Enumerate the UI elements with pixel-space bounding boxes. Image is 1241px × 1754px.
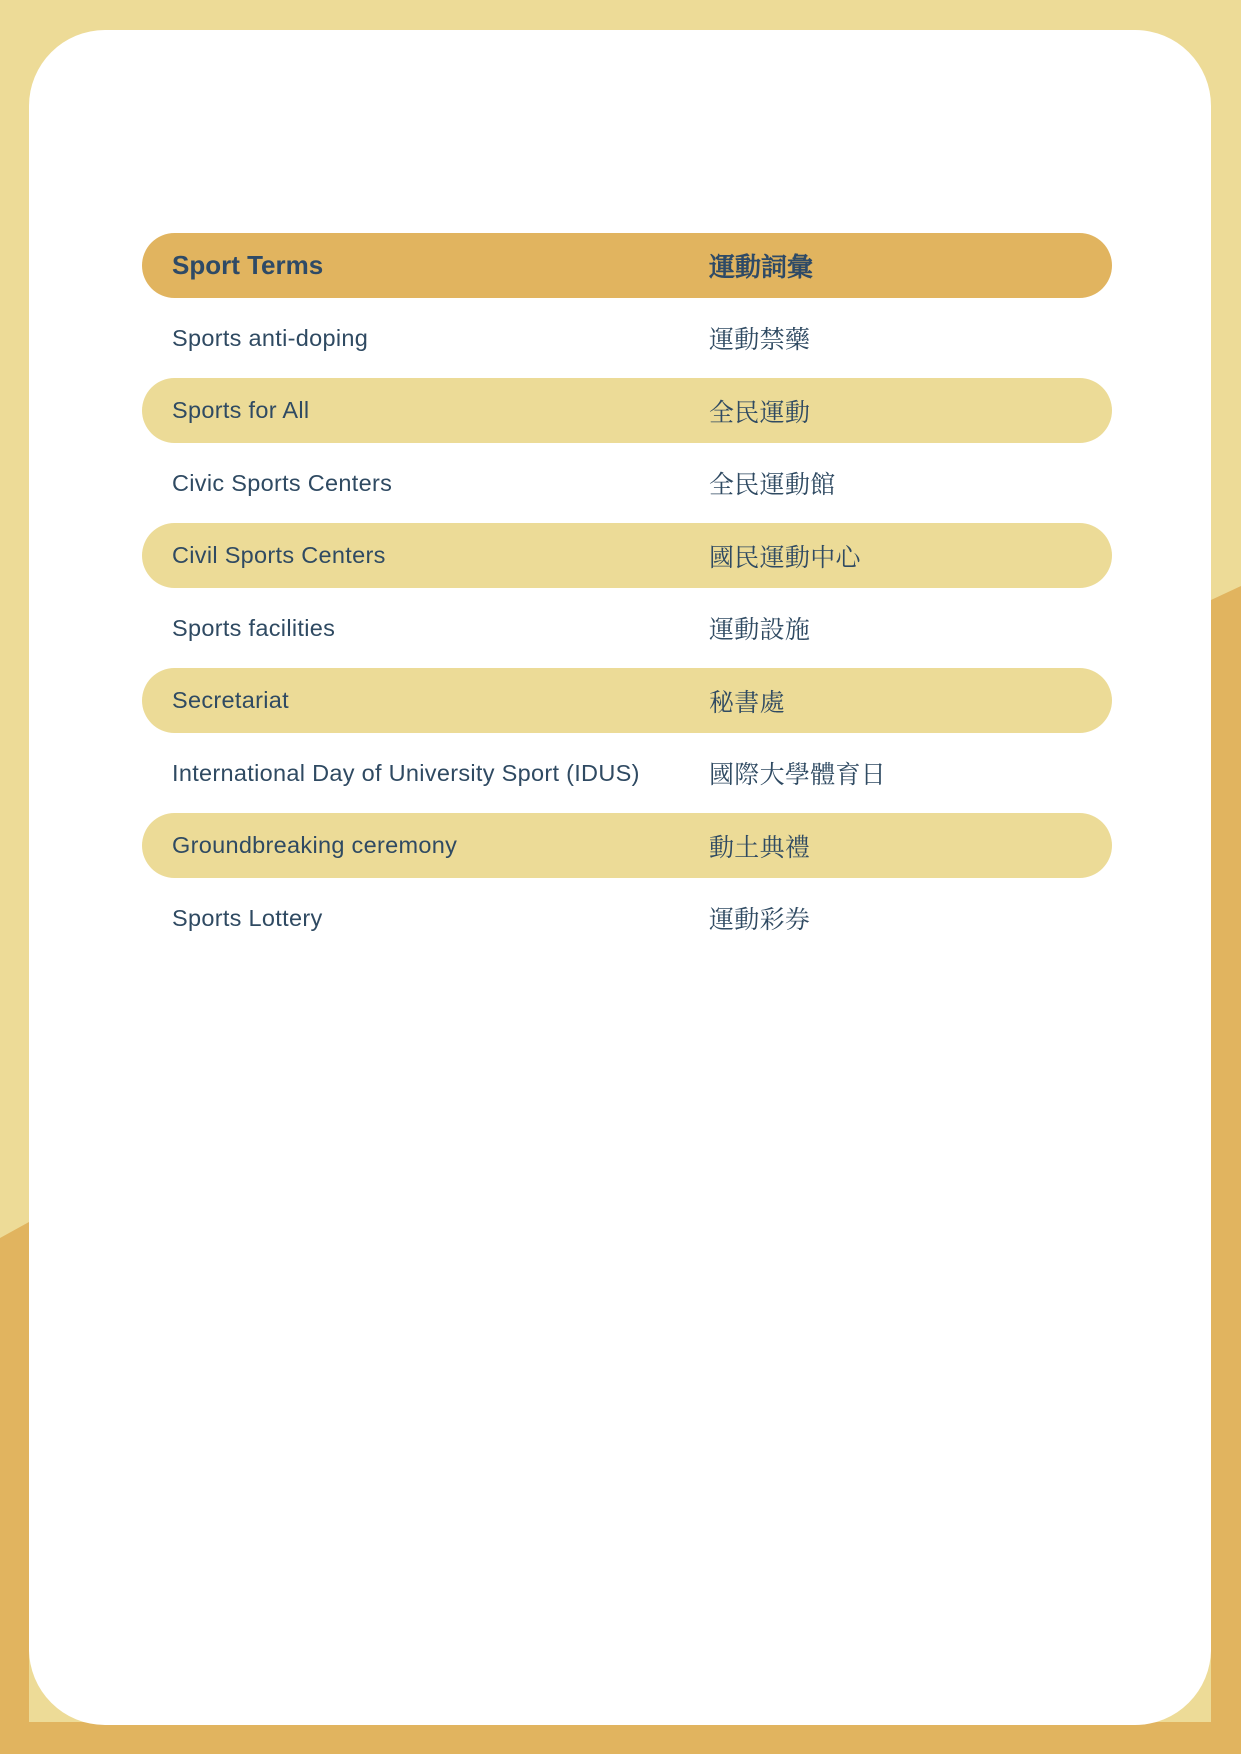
- term-english: Civil Sports Centers: [172, 542, 386, 568]
- table-row: [142, 306, 1112, 371]
- term-chinese: 運動禁藥: [709, 326, 811, 354]
- table-row: [142, 813, 1112, 878]
- table-row: [142, 378, 1112, 443]
- term-chinese: 運動彩券: [709, 906, 811, 934]
- header-chinese: 運動詞彙: [709, 252, 814, 282]
- term-english: Groundbreaking ceremony: [172, 832, 458, 858]
- term-english: Sports for All: [172, 397, 310, 423]
- sport-terms-table: [142, 233, 1112, 958]
- term-chinese: 秘書處: [709, 688, 785, 717]
- term-english: Secretariat: [172, 687, 289, 713]
- term-english: International Day of University Sport (IDUS): [172, 759, 640, 786]
- term-english: Civic Sports Centers: [172, 469, 393, 496]
- term-chinese: 運動設施: [709, 616, 811, 644]
- term-english: Sports Lottery: [172, 904, 323, 931]
- term-chinese: 國民運動中心: [709, 543, 861, 572]
- table-row: [142, 523, 1112, 588]
- term-english: Sports facilities: [172, 614, 336, 641]
- term-chinese: 全民運動: [709, 398, 811, 427]
- term-chinese: 國際大學體育日: [709, 761, 887, 789]
- term-english: Sports anti-doping: [172, 324, 369, 351]
- header-english: Sport Terms: [172, 250, 324, 280]
- term-chinese: 動土典禮: [709, 833, 811, 862]
- table-row: [142, 596, 1112, 661]
- table-row: [142, 741, 1112, 806]
- table-header-row: [142, 233, 1112, 298]
- table-row: [142, 886, 1112, 951]
- table-row: [142, 451, 1112, 516]
- table-row: [142, 668, 1112, 733]
- term-chinese: 全民運動館: [709, 471, 836, 499]
